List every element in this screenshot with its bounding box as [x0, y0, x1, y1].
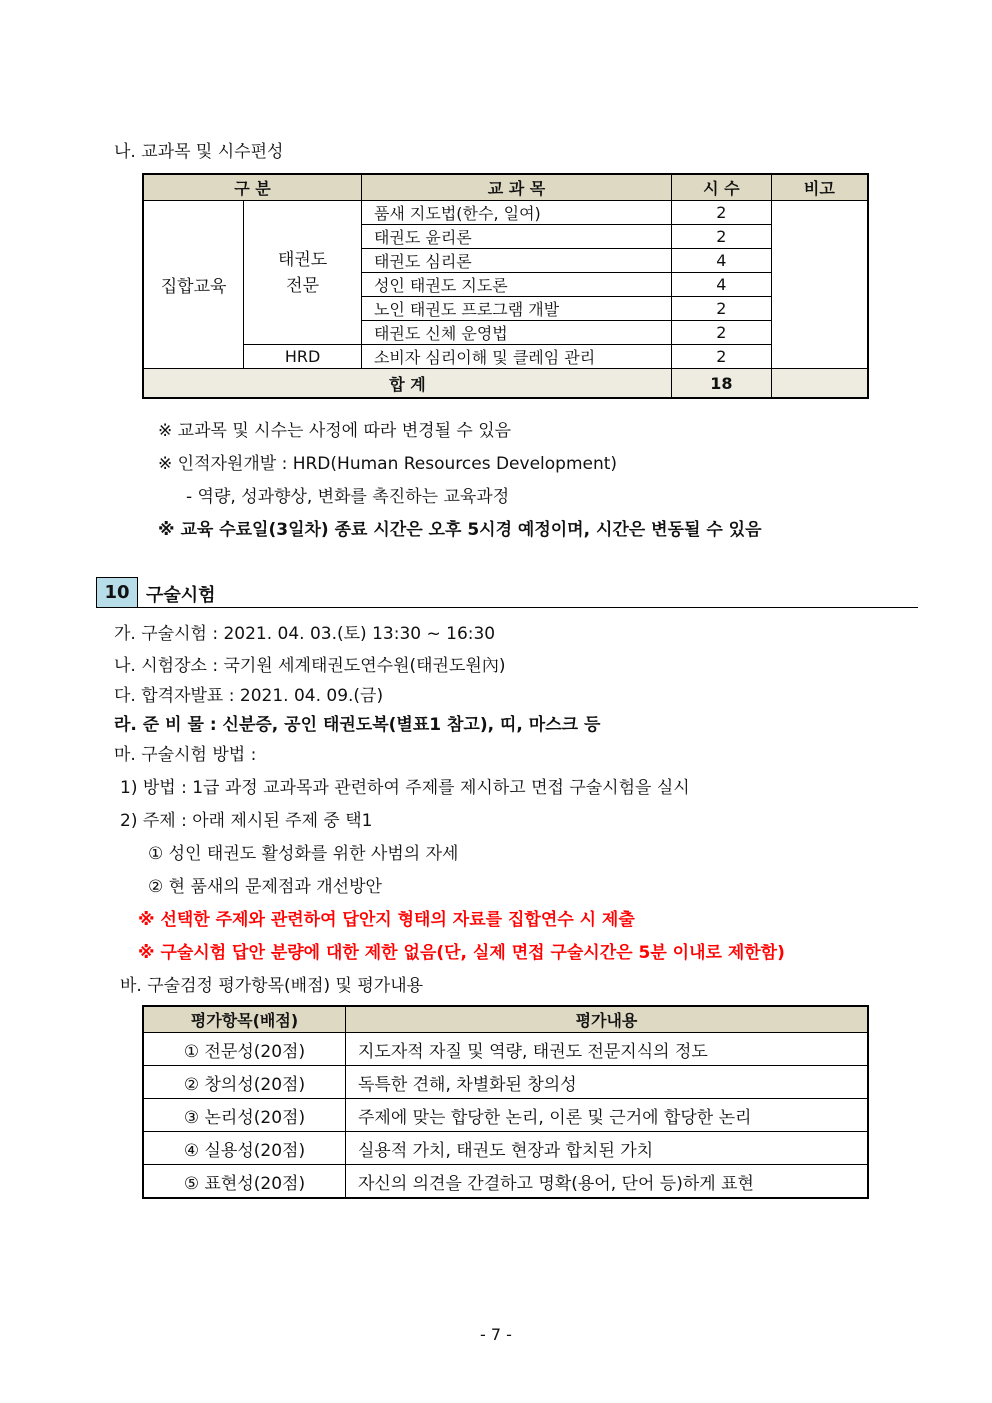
exam-method-2: 2) 주제 : 아래 제시된 주제 중 택1	[120, 811, 373, 831]
subgroup-taekwondo: 태권도 전문	[244, 201, 362, 345]
eval-content: 자신의 의견을 간결하고 명확(용어, 단어 등)하게 표현	[345, 1165, 868, 1199]
subject-cell: 태권도 윤리론	[361, 225, 671, 249]
exam-location: 나. 시험장소 : 국기원 세계태권도연수원(태권도원內)	[114, 656, 506, 676]
hours-cell: 4	[672, 273, 772, 297]
subject-cell: 태권도 심리론	[361, 249, 671, 273]
evaluation-table	[142, 1005, 869, 1199]
exam-materials: 라. 준 비 물 : 신분증, 공인 태권도복(별표1 참고), 띠, 마스크 등	[114, 715, 601, 735]
table-row	[143, 1132, 868, 1165]
section-number: 10	[96, 577, 138, 608]
header-hours: 시 수	[672, 174, 772, 201]
curriculum-table	[142, 173, 869, 399]
curriculum-heading: 나. 교과목 및 시수편성	[114, 142, 284, 162]
page-number: - 7 -	[480, 1325, 512, 1344]
hours-cell: 2	[672, 225, 772, 249]
note-hrd-desc: - 역량, 성과향상, 변화를 촉진하는 교육과정	[186, 487, 510, 507]
subject-cell: 노인 태권도 프로그램 개발	[361, 297, 671, 321]
note-change: ※ 교과목 및 시수는 사정에 따라 변경될 수 있음	[158, 421, 512, 441]
eval-content: 지도자적 자질 및 역량, 태권도 전문지식의 정도	[345, 1033, 868, 1066]
exam-result-date: 다. 합격자발표 : 2021. 04. 09.(금)	[114, 686, 384, 706]
eval-item: ② 창의성(20점)	[143, 1066, 345, 1099]
hours-cell: 2	[672, 201, 772, 225]
header-eval-content: 평가내용	[345, 1006, 868, 1033]
exam-date: 가. 구술시험 : 2021. 04. 03.(토) 13:30 ~ 16:30	[114, 624, 496, 644]
hours-cell: 2	[672, 297, 772, 321]
subject-cell: 태권도 신체 운영법	[361, 321, 671, 345]
table-row	[143, 1033, 868, 1066]
note-hrd: ※ 인적자원개발 : HRD(Human Resources Development)	[158, 454, 618, 474]
table-row	[143, 1099, 868, 1132]
table-row	[143, 1066, 868, 1099]
group-label: 집합교육	[143, 201, 244, 369]
subject-cell: 성인 태권도 지도론	[361, 273, 671, 297]
header-eval-item: 평가항목(배점)	[143, 1006, 345, 1033]
exam-method-1: 1) 방법 : 1급 과정 교과목과 관련하여 주제를 제시하고 면접 구술시험을 실시	[120, 778, 690, 798]
red-note-length: ※ 구술시험 답안 분량에 대한 제한 없음(단, 실제 면접 구술시간은 5분 이내로 제한함)	[138, 943, 785, 963]
topic-2: ② 현 품새의 문제점과 개선방안	[148, 877, 382, 897]
note-completion-time: ※ 교육 수료일(3일차) 종료 시간은 오후 5시경 예정이며, 시간은 변동될 수 있음	[158, 520, 762, 540]
eval-content: 주제에 맞는 합당한 논리, 이론 및 근거에 합당한 논리	[345, 1099, 868, 1132]
table-row	[143, 345, 868, 369]
eval-content: 독특한 견해, 차별화된 창의성	[345, 1066, 868, 1099]
eval-heading: 바. 구술검정 평가항목(배점) 및 평가내용	[120, 976, 424, 996]
header-note: 비고	[771, 174, 868, 201]
section-title: 구술시험	[146, 585, 216, 606]
hours-cell: 2	[672, 321, 772, 345]
eval-content: 실용적 가치, 태권도 현장과 합치된 가치	[345, 1132, 868, 1165]
hours-cell: 2	[672, 345, 772, 369]
total-row	[143, 369, 868, 399]
section-divider	[96, 607, 918, 608]
note-cell	[771, 201, 868, 369]
total-label: 합 계	[143, 369, 672, 399]
subject-cell: 품새 지도법(한수, 일여)	[361, 201, 671, 225]
table-row	[143, 201, 868, 225]
subgroup-hrd: HRD	[244, 345, 362, 369]
total-hours: 18	[672, 369, 772, 399]
header-category: 구 분	[143, 174, 361, 201]
total-note	[771, 369, 868, 399]
eval-item: ③ 논리성(20점)	[143, 1099, 345, 1132]
eval-item: ⑤ 표현성(20점)	[143, 1165, 345, 1199]
exam-method-heading: 마. 구술시험 방법 :	[114, 745, 257, 765]
eval-item: ④ 실용성(20점)	[143, 1132, 345, 1165]
hours-cell: 4	[672, 249, 772, 273]
eval-item: ① 전문성(20점)	[143, 1033, 345, 1066]
table-row	[143, 1165, 868, 1199]
subject-cell: 소비자 심리이해 및 클레임 관리	[361, 345, 671, 369]
red-note-submission: ※ 선택한 주제와 관련하여 답안지 형태의 자료를 집합연수 시 제출	[138, 910, 635, 930]
topic-1: ① 성인 태권도 활성화를 위한 사범의 자세	[148, 844, 459, 864]
header-subject: 교 과 목	[361, 174, 671, 201]
